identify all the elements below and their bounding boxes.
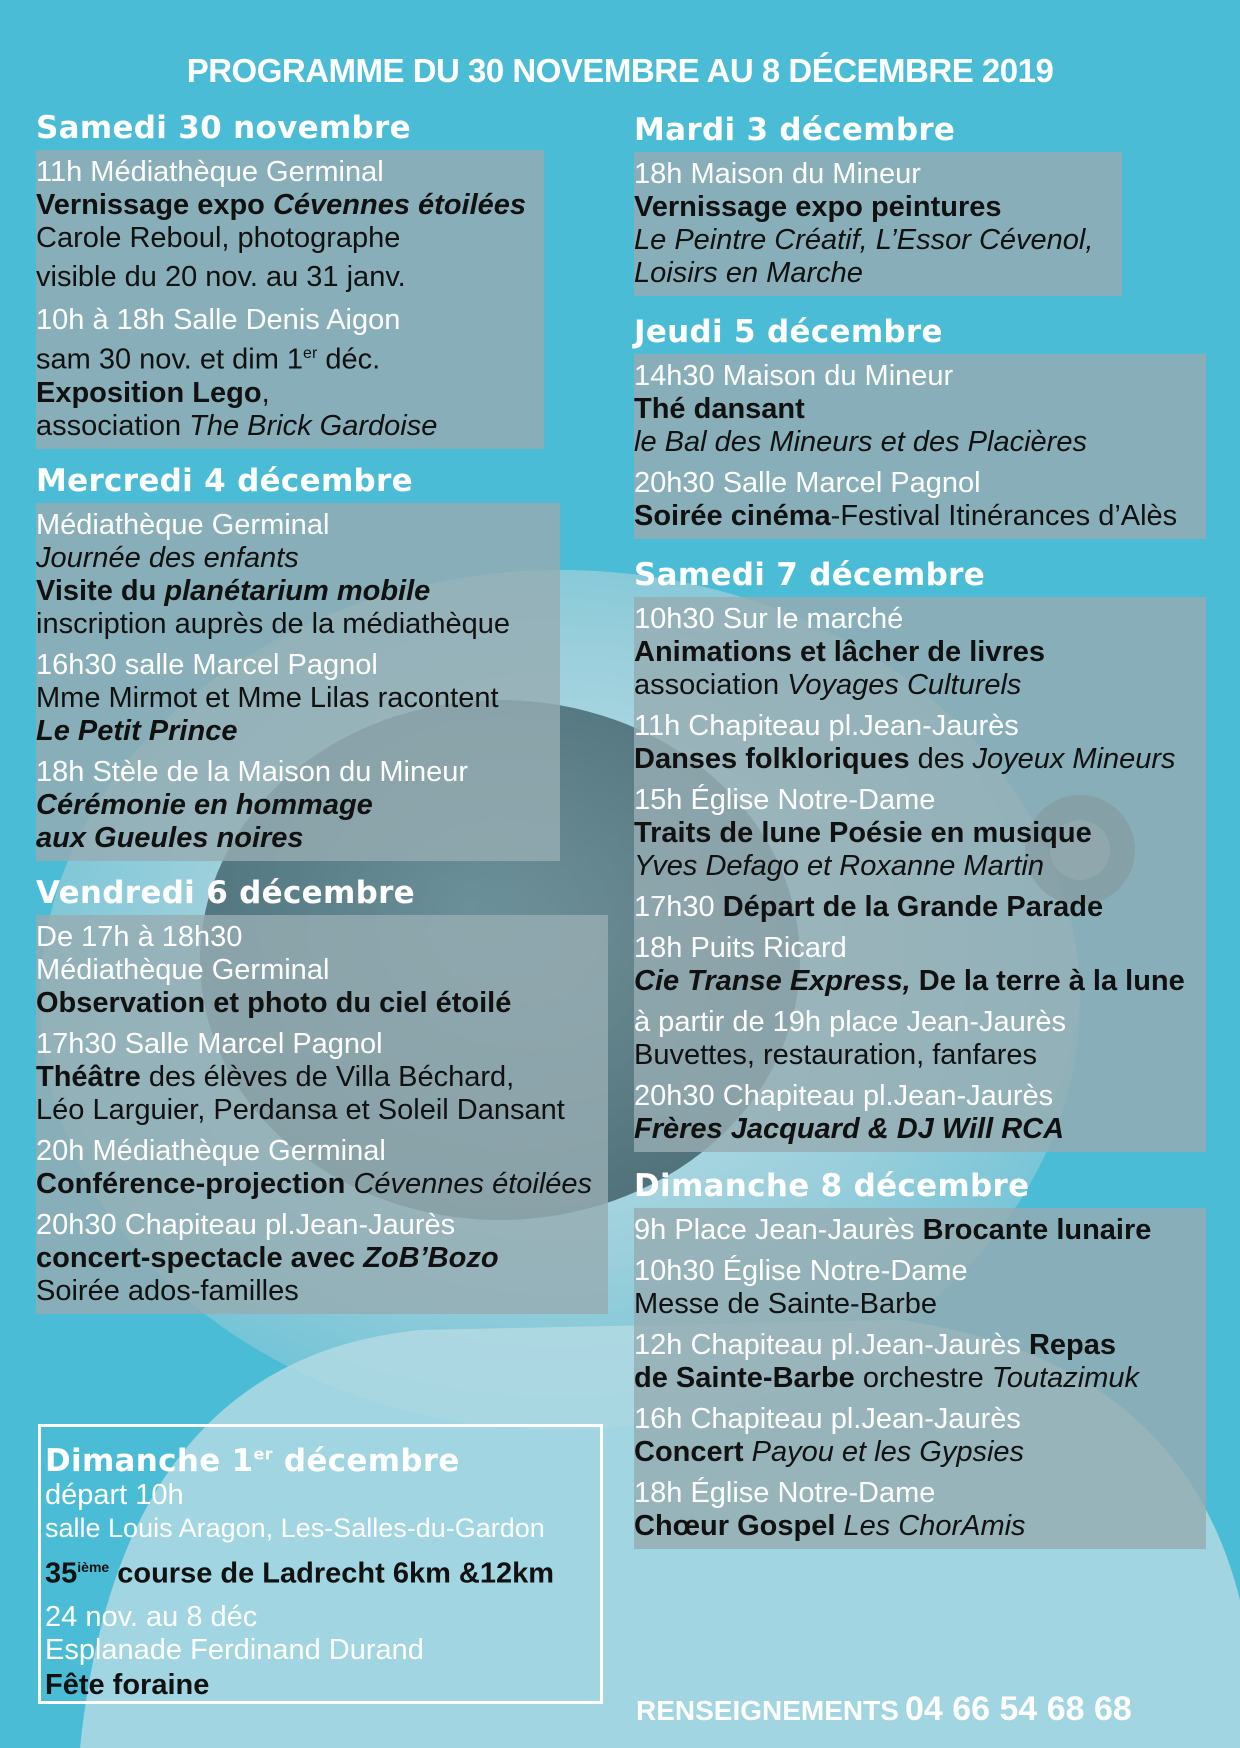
day-heading: Mercredi 4 décembre — [36, 462, 413, 499]
event-location: salle Louis Aragon, Les-Salles-du-Gardon — [45, 1513, 545, 1543]
event-time: 16h Chapiteau pl.Jean-Jaurès — [634, 1403, 1021, 1435]
event-title-italic: Le Petit Prince — [36, 714, 238, 747]
event-item — [634, 932, 1196, 998]
day-section-jeudi5 — [634, 314, 1206, 539]
events-panel — [634, 597, 1206, 1152]
event-time: 18h Stèle de la Maison du Mineur — [36, 755, 469, 788]
event-detail: des — [909, 743, 973, 775]
event-item — [634, 467, 1196, 533]
event-time: 20h30 Salle Marcel Pagnol — [634, 467, 981, 499]
phone-number[interactable]: 04 66 54 68 68 — [904, 1690, 1132, 1728]
event-detail: Carole Reboul, photographe — [36, 222, 401, 254]
event-title: Brocante lunaire — [922, 1214, 1152, 1246]
event-item — [634, 1403, 1196, 1469]
event-detail: des élèves de Villa Béchard, — [140, 1060, 515, 1093]
event-time: 18h Église Notre-Dame — [634, 1477, 936, 1509]
event-detail-italic: Toutazimuk — [991, 1362, 1140, 1394]
event-time: 17h30 — [634, 891, 715, 923]
events-panel — [634, 354, 1206, 539]
event-detail: -Festival Itinérances d’Alès — [830, 500, 1178, 532]
event-title: Vernissage expo — [36, 189, 273, 221]
day-section-dimanche8 — [634, 1168, 1206, 1549]
event-title-italic: Cévennes étoilées — [272, 189, 527, 221]
day-section-mercredi4 — [36, 463, 546, 861]
event-title: De la terre à la lune — [910, 965, 1185, 997]
day-heading — [45, 1443, 600, 1479]
event-location: Médiathèque Germinal — [36, 953, 330, 986]
event-item — [36, 304, 534, 443]
event-item — [634, 710, 1196, 776]
events-panel — [36, 503, 560, 861]
event-title-num: 35 — [45, 1557, 78, 1590]
event-time: 20h Médiathèque Germinal — [36, 1134, 386, 1167]
event-item — [634, 1255, 1196, 1321]
events-panel — [634, 152, 1122, 296]
event-time: 15h Église Notre-Dame — [634, 784, 936, 816]
superscript: ième — [77, 1559, 110, 1575]
event-detail-italic: Journée des enfants — [36, 541, 299, 574]
event-time: 17h30 Salle Marcel Pagnol — [36, 1027, 383, 1060]
event-title-italic: planétarium mobile — [164, 574, 431, 607]
events-panel — [36, 915, 608, 1314]
event-time: 16h30 salle Marcel Pagnol — [36, 648, 378, 681]
day-heading: Samedi 7 décembre — [634, 557, 986, 593]
event-time: 14h30 Maison du Mineur — [634, 360, 954, 392]
event-title-text: course de Ladrecht 6km &12km — [109, 1557, 555, 1590]
day-section-samedi7 — [634, 557, 1206, 1152]
contact-footer — [636, 1690, 1132, 1729]
event-title: Concert — [634, 1436, 744, 1468]
event-title: Vernissage expo peintures — [634, 191, 1002, 223]
event-item — [36, 649, 550, 748]
event-detail-italic: The Brick Gardoise — [189, 409, 438, 442]
event-detail: Léo Larguier, Perdansa et Soleil Dansant — [36, 1093, 565, 1126]
event-title: Départ de la Grande Parade — [714, 891, 1104, 923]
event-time: 10h30 Sur le marché — [634, 603, 904, 635]
page-title: PROGRAMME DU 30 NOVEMBRE AU 8 DÉCEMBRE 2019 — [186, 52, 1054, 89]
event-item — [634, 1080, 1196, 1146]
event-time: à partir de 19h place Jean-Jaurès — [634, 1006, 1067, 1038]
day-section-samedi30 — [36, 110, 546, 449]
event-title: Chœur Gospel — [634, 1510, 836, 1542]
event-detail-italic: Yves Defago et Roxanne Martin — [634, 850, 1044, 882]
event-title: Soirée cinéma — [634, 500, 831, 532]
event-time: 9h Place Jean-Jaurès — [634, 1214, 923, 1246]
event-time: 20h30 Chapiteau pl.Jean-Jaurès — [36, 1208, 456, 1241]
event-detail-italic: Voyages Culturels — [787, 669, 1022, 701]
event-title: Conférence-projection — [36, 1167, 354, 1200]
event-detail: orchestre — [854, 1362, 992, 1394]
day-heading-text: décembre — [272, 1443, 460, 1479]
day-heading: Jeudi 5 décembre — [634, 314, 943, 350]
day-heading: Samedi 30 novembre — [36, 110, 411, 146]
event-item — [634, 158, 1112, 290]
event-item — [634, 603, 1196, 702]
event-detail: association — [36, 409, 190, 442]
event-detail-italic: Le Peintre Créatif, L’Essor Cévenol, — [634, 224, 1094, 256]
event-title: de Sainte-Barbe — [634, 1362, 855, 1394]
day-section-mardi3 — [634, 112, 1206, 296]
event-title: Fête foraine — [45, 1668, 210, 1701]
event-title-italic: Frères Jacquard & DJ Will RCA — [634, 1113, 1065, 1145]
event-detail: inscription auprès de la médiathèque — [36, 607, 510, 640]
event-title — [45, 1551, 600, 1591]
event-item — [634, 1477, 1196, 1543]
event-title-italic: Cie Transe Express, — [634, 965, 911, 997]
event-time: départ 10h — [45, 1479, 184, 1511]
event-detail: sam 30 nov. et dim 1 — [36, 343, 304, 376]
event-title-italic: aux Gueules noires — [36, 821, 304, 854]
superscript: er — [303, 345, 318, 362]
event-time: 18h Puits Ricard — [634, 932, 847, 964]
event-title-italic: ZoB’Bozo — [363, 1241, 499, 1274]
event-title-italic: Cérémonie en hommage — [36, 788, 373, 821]
event-item — [36, 921, 598, 1020]
event-detail: Messe de Sainte-Barbe — [634, 1288, 938, 1320]
superscript: er — [253, 1444, 273, 1464]
event-item — [36, 756, 550, 855]
event-time: 11h Chapiteau pl.Jean-Jaurès — [634, 710, 1019, 742]
event-title: Danses folkloriques — [634, 743, 910, 775]
event-detail-italic: Payou et les Gypsies — [743, 1436, 1025, 1468]
event-item — [634, 360, 1196, 459]
event-title: Animations et lâcher de livres — [634, 636, 1045, 668]
event-detail-italic: Loisirs en Marche — [634, 257, 863, 289]
event-time: 11h Médiathèque Germinal — [36, 156, 384, 188]
right-column — [634, 112, 1206, 1549]
day-heading-text: Dimanche 1 — [45, 1443, 254, 1479]
event-title: Observation et photo du ciel étoilé — [36, 986, 512, 1019]
events-panel — [36, 150, 544, 449]
event-item — [36, 1028, 598, 1127]
event-location: Esplanade Ferdinand Durand — [45, 1633, 424, 1666]
contact-label: RENSEIGNEMENTS — [636, 1695, 899, 1726]
event-detail: association — [634, 669, 788, 701]
event-detail: Mme Mirmot et Mme Lilas racontent — [36, 681, 499, 714]
event-item — [634, 1006, 1196, 1072]
event-title-punct: , — [261, 376, 270, 409]
event-item — [634, 1329, 1196, 1395]
event-item — [36, 509, 550, 641]
event-item — [634, 784, 1196, 883]
event-time: 24 nov. au 8 déc — [45, 1600, 258, 1633]
event-detail: déc. — [317, 343, 381, 376]
dimanche-1-box — [38, 1424, 603, 1704]
event-time: 20h30 Chapiteau pl.Jean-Jaurès — [634, 1080, 1054, 1112]
event-time: 12h Chapiteau pl.Jean-Jaurès — [634, 1329, 1029, 1361]
event-time: Médiathèque Germinal — [36, 508, 330, 541]
event-item — [36, 1209, 598, 1308]
event-detail: Soirée ados-familles — [36, 1274, 299, 1307]
day-heading: Mardi 3 décembre — [634, 112, 956, 148]
event-detail-italic: Joyeux Mineurs — [972, 743, 1176, 775]
event-item — [36, 156, 534, 294]
event-time: 10h à 18h Salle Denis Aigon — [36, 304, 401, 336]
event-detail-italic: Les ChorAmis — [835, 1510, 1026, 1542]
event-item — [36, 1135, 598, 1201]
events-panel — [634, 1208, 1206, 1549]
event-title: Traits de lune Poésie en musique — [634, 817, 1092, 849]
day-heading: Dimanche 8 décembre — [634, 1168, 1030, 1204]
event-title: Thé dansant — [634, 393, 805, 425]
event-detail: visible du 20 nov. au 31 janv. — [36, 261, 406, 293]
event-time: 10h30 Église Notre-Dame — [634, 1255, 968, 1287]
event-item — [634, 891, 1196, 924]
event-title: Exposition Lego — [36, 376, 262, 409]
day-section-vendredi6 — [36, 874, 593, 1314]
day-heading: Vendredi 6 décembre — [36, 874, 415, 911]
event-title: Repas — [1028, 1329, 1117, 1361]
event-detail-italic: le Bal des Mineurs et des Placières — [634, 426, 1087, 458]
event-title: Visite du — [36, 574, 165, 607]
event-title: concert-spectacle avec — [36, 1241, 364, 1274]
event-time: De 17h à 18h30 — [36, 920, 243, 953]
event-item — [634, 1214, 1196, 1247]
left-column — [36, 110, 593, 1314]
event-time: 18h Maison du Mineur — [634, 158, 921, 190]
event-detail: Buvettes, restauration, fanfares — [634, 1039, 1037, 1071]
event-detail-italic: Cévennes étoilées — [353, 1167, 593, 1200]
event-title: Théâtre — [36, 1060, 141, 1093]
